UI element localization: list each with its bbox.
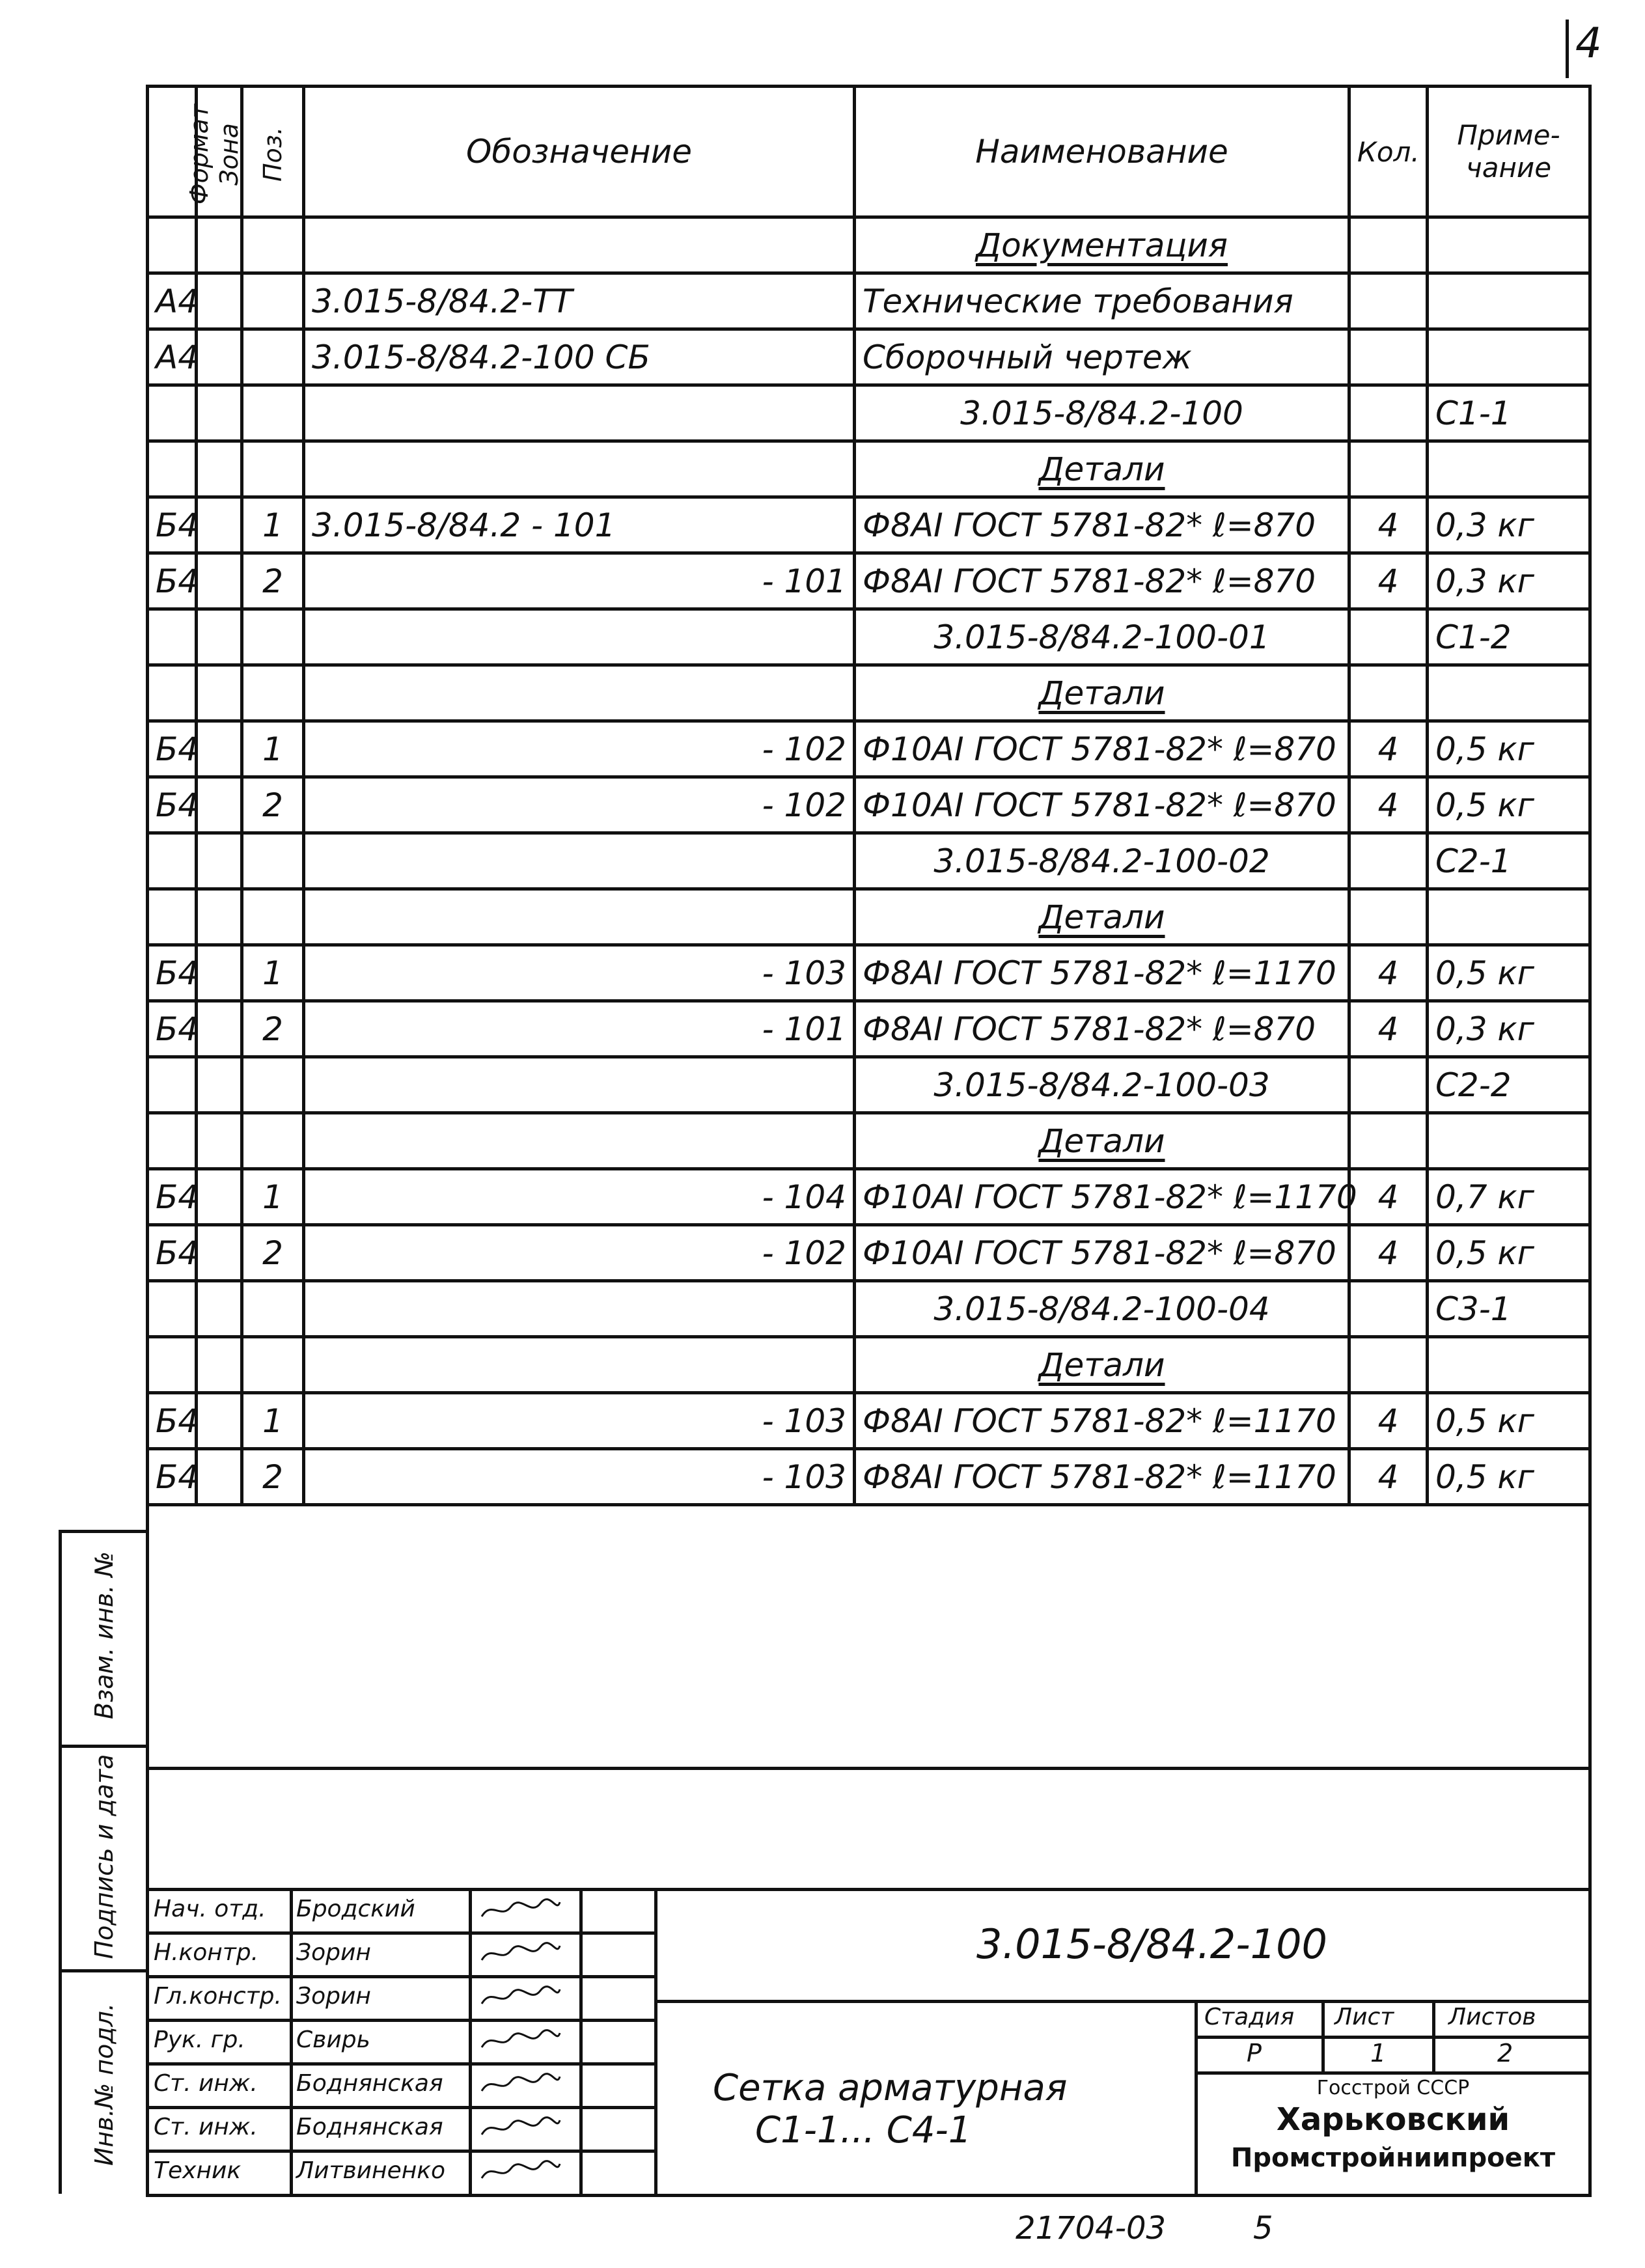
position-cell bbox=[242, 217, 304, 273]
org-line3: Промстройниипроект bbox=[1230, 2143, 1556, 2173]
note-cell: 0,7 кг bbox=[1428, 1169, 1590, 1225]
table-row bbox=[148, 1113, 1590, 1169]
quantity-cell: 4 bbox=[1349, 553, 1428, 609]
zone-cell bbox=[197, 1169, 242, 1225]
table-row bbox=[148, 889, 1590, 945]
quantity-cell bbox=[1349, 1281, 1428, 1337]
quantity-cell bbox=[1349, 385, 1428, 441]
name-cell: Ф8АI ГОСТ 5781-82* ℓ=1170 bbox=[855, 1449, 1349, 1505]
note-cell bbox=[1428, 217, 1590, 273]
position-cell bbox=[242, 329, 304, 385]
table-row bbox=[148, 385, 1590, 441]
table-row bbox=[148, 1337, 1590, 1393]
zone-cell bbox=[197, 833, 242, 889]
signature-role: Гл.констр. bbox=[154, 1983, 282, 2010]
zone-cell bbox=[197, 665, 242, 721]
name-cell: 3.015-8/84.2-100-03 bbox=[855, 1057, 1349, 1113]
position-cell: 2 bbox=[242, 1449, 304, 1505]
sheets-value: 2 bbox=[1497, 2039, 1514, 2067]
zone-cell bbox=[197, 889, 242, 945]
name-cell: Ф10АI ГОСТ 5781-82* ℓ=1170 bbox=[855, 1169, 1349, 1225]
note-cell: 0,3 кг bbox=[1428, 1001, 1590, 1057]
format-cell bbox=[148, 1337, 197, 1393]
table-row bbox=[148, 273, 1590, 329]
signature-name: Зорин bbox=[296, 1983, 371, 2010]
signature-name: Боднянская bbox=[296, 2114, 443, 2140]
tb-stage-bottom bbox=[1195, 2071, 1592, 2075]
frame-bottom bbox=[146, 2194, 1592, 2197]
zone-cell bbox=[197, 1225, 242, 1281]
table-row bbox=[148, 777, 1590, 833]
note-cell bbox=[1428, 273, 1590, 329]
designation-cell: - 101 bbox=[304, 1001, 855, 1057]
header-zone: Зона bbox=[197, 87, 242, 217]
zone-cell bbox=[197, 609, 242, 665]
format-cell: Б4 bbox=[148, 553, 197, 609]
designation-cell bbox=[304, 1057, 855, 1113]
handwritten-signature bbox=[478, 1897, 563, 1923]
format-cell bbox=[148, 889, 197, 945]
header-note: Приме- чание bbox=[1428, 87, 1590, 217]
stage-value: Р bbox=[1247, 2039, 1262, 2067]
inventory-number: 21704-03 bbox=[1016, 2210, 1167, 2247]
title-line1: Сетка арматурная bbox=[713, 2067, 1068, 2109]
designation-cell bbox=[304, 385, 855, 441]
quantity-cell: 4 bbox=[1349, 721, 1428, 777]
document-code: 3.015-8/84.2-100 bbox=[976, 1920, 1327, 1968]
page-code: 5 bbox=[1253, 2210, 1273, 2247]
name-cell: Детали bbox=[855, 1113, 1349, 1169]
stage-label: Стадия bbox=[1204, 2004, 1295, 2030]
page-number: 4 bbox=[1575, 20, 1602, 68]
zone-cell bbox=[197, 1281, 242, 1337]
zone-cell bbox=[197, 1001, 242, 1057]
zone-cell bbox=[197, 777, 242, 833]
signature-role: Техник bbox=[154, 2157, 242, 2184]
zone-cell bbox=[197, 553, 242, 609]
format-cell: Б4 bbox=[148, 777, 197, 833]
position-cell: 1 bbox=[242, 945, 304, 1001]
position-cell: 1 bbox=[242, 1393, 304, 1449]
empty-area bbox=[148, 1505, 1590, 1769]
name-cell: Детали bbox=[855, 665, 1349, 721]
quantity-cell bbox=[1349, 1057, 1428, 1113]
table-row bbox=[148, 833, 1590, 889]
signature-role: Ст. инж. bbox=[154, 2070, 258, 2097]
sheet-value: 1 bbox=[1370, 2039, 1387, 2067]
page-number-tick bbox=[1566, 20, 1569, 78]
quantity-cell: 4 bbox=[1349, 1169, 1428, 1225]
name-cell: 3.015-8/84.2-100 bbox=[855, 385, 1349, 441]
format-cell: Б4 bbox=[148, 1169, 197, 1225]
designation-cell: - 104 bbox=[304, 1169, 855, 1225]
format-cell bbox=[148, 665, 197, 721]
designation-cell bbox=[304, 441, 855, 497]
position-cell: 1 bbox=[242, 497, 304, 553]
format-cell bbox=[148, 609, 197, 665]
position-cell bbox=[242, 1057, 304, 1113]
designation-cell: - 101 bbox=[304, 553, 855, 609]
format-cell: Б4 bbox=[148, 1225, 197, 1281]
note-cell: 0,5 кг bbox=[1428, 1393, 1590, 1449]
name-cell: 3.015-8/84.2-100-02 bbox=[855, 833, 1349, 889]
header-format: Формат bbox=[148, 87, 197, 217]
position-cell bbox=[242, 273, 304, 329]
zone-cell bbox=[197, 217, 242, 273]
note-cell: 0,5 кг bbox=[1428, 1449, 1590, 1505]
format-cell: Б4 bbox=[148, 1393, 197, 1449]
table-row bbox=[148, 609, 1590, 665]
name-cell: Документация bbox=[855, 217, 1349, 273]
table-row bbox=[148, 945, 1590, 1001]
table-row bbox=[148, 721, 1590, 777]
name-cell: Детали bbox=[855, 441, 1349, 497]
position-cell bbox=[242, 1337, 304, 1393]
signature-row-divider bbox=[146, 2150, 657, 2153]
name-cell: Ф8АI ГОСТ 5781-82* ℓ=1170 bbox=[855, 1393, 1349, 1449]
table-row bbox=[148, 1001, 1590, 1057]
name-cell: Ф8АI ГОСТ 5781-82* ℓ=870 bbox=[855, 553, 1349, 609]
designation-cell bbox=[304, 609, 855, 665]
note-cell bbox=[1428, 665, 1590, 721]
handwritten-signature bbox=[478, 2071, 563, 2097]
table-header bbox=[148, 87, 1590, 217]
name-cell: 3.015-8/84.2-100-01 bbox=[855, 609, 1349, 665]
signature-row-divider bbox=[146, 1931, 657, 1935]
zone-cell bbox=[197, 497, 242, 553]
zone-cell bbox=[197, 721, 242, 777]
table-row bbox=[148, 1057, 1590, 1113]
handwritten-signature bbox=[478, 1984, 563, 2010]
sheets-label: Листов bbox=[1448, 2004, 1536, 2030]
quantity-cell: 4 bbox=[1349, 1393, 1428, 1449]
designation-cell: - 103 bbox=[304, 1449, 855, 1505]
zone-cell bbox=[197, 273, 242, 329]
zone-cell bbox=[197, 1113, 242, 1169]
note-cell bbox=[1428, 441, 1590, 497]
note-cell: С2-1 bbox=[1428, 833, 1590, 889]
zone-cell bbox=[197, 945, 242, 1001]
note-cell: 0,5 кг bbox=[1428, 1225, 1590, 1281]
position-cell bbox=[242, 609, 304, 665]
table-row bbox=[148, 1449, 1590, 1505]
frame-right bbox=[1588, 85, 1592, 2194]
quantity-cell: 4 bbox=[1349, 777, 1428, 833]
tb-top bbox=[146, 1888, 1592, 1891]
designation-cell: - 102 bbox=[304, 721, 855, 777]
name-cell: Ф10АI ГОСТ 5781-82* ℓ=870 bbox=[855, 777, 1349, 833]
handwritten-signature bbox=[478, 1941, 563, 1967]
handwritten-signature bbox=[478, 2159, 563, 2185]
note-cell bbox=[1428, 329, 1590, 385]
sheet-label: Лист bbox=[1334, 2004, 1394, 2030]
quantity-cell bbox=[1349, 833, 1428, 889]
note-cell: 0,5 кг bbox=[1428, 945, 1590, 1001]
position-cell: 2 bbox=[242, 777, 304, 833]
position-cell: 1 bbox=[242, 721, 304, 777]
designation-cell bbox=[304, 833, 855, 889]
side-label-vzam: Взам. инв. № bbox=[90, 1551, 118, 1720]
quantity-cell bbox=[1349, 889, 1428, 945]
note-cell: С3-1 bbox=[1428, 1281, 1590, 1337]
format-cell bbox=[148, 385, 197, 441]
note-cell bbox=[1428, 1337, 1590, 1393]
handwritten-signature bbox=[478, 2028, 563, 2054]
position-cell: 2 bbox=[242, 553, 304, 609]
side-margin-div2 bbox=[59, 1969, 149, 1972]
signature-row-divider bbox=[146, 2019, 657, 2022]
note-cell: С2-2 bbox=[1428, 1057, 1590, 1113]
designation-cell bbox=[304, 1337, 855, 1393]
table-row bbox=[148, 665, 1590, 721]
designation-cell bbox=[304, 217, 855, 273]
position-cell: 2 bbox=[242, 1001, 304, 1057]
format-cell bbox=[148, 1057, 197, 1113]
note-cell: С1-1 bbox=[1428, 385, 1590, 441]
table-row bbox=[148, 1225, 1590, 1281]
name-cell: Ф8АI ГОСТ 5781-82* ℓ=870 bbox=[855, 1001, 1349, 1057]
side-margin-top bbox=[59, 1530, 149, 1533]
zone-cell bbox=[197, 1449, 242, 1505]
quantity-cell bbox=[1349, 1113, 1428, 1169]
quantity-cell: 4 bbox=[1349, 497, 1428, 553]
quantity-cell: 4 bbox=[1349, 1225, 1428, 1281]
header-qty: Кол. bbox=[1349, 87, 1428, 217]
format-cell: Б4 bbox=[148, 945, 197, 1001]
signature-row-divider bbox=[146, 2106, 657, 2109]
position-cell bbox=[242, 665, 304, 721]
position-cell bbox=[242, 889, 304, 945]
org-line1: Госстрой СССР bbox=[1316, 2077, 1470, 2099]
format-cell bbox=[148, 1281, 197, 1337]
name-cell: Технические требования bbox=[855, 273, 1349, 329]
handwritten-signature bbox=[478, 2115, 563, 2141]
table-row bbox=[148, 1281, 1590, 1337]
side-label-inv-orig: Инв.№ подл. bbox=[90, 2002, 118, 2166]
side-margin-div1 bbox=[59, 1745, 149, 1748]
format-cell: Б4 bbox=[148, 721, 197, 777]
position-cell: 2 bbox=[242, 1225, 304, 1281]
format-cell bbox=[148, 217, 197, 273]
signature-name: Зорин bbox=[296, 1939, 371, 1966]
format-cell: Б4 bbox=[148, 1449, 197, 1505]
note-cell: 0,5 кг bbox=[1428, 721, 1590, 777]
name-cell: Детали bbox=[855, 889, 1349, 945]
zone-cell bbox=[197, 1337, 242, 1393]
side-label-sign-date: Подпись и дата bbox=[90, 1754, 118, 1959]
designation-cell: - 103 bbox=[304, 945, 855, 1001]
signature-name: Свирь bbox=[296, 2026, 370, 2053]
quantity-cell bbox=[1349, 441, 1428, 497]
signature-role: Н.контр. bbox=[154, 1939, 259, 1966]
header-pos: Поз. bbox=[242, 87, 304, 217]
table-row bbox=[148, 329, 1590, 385]
table-row bbox=[148, 553, 1590, 609]
zone-cell bbox=[197, 1393, 242, 1449]
signature-name: Боднянская bbox=[296, 2070, 443, 2097]
frame-left bbox=[146, 85, 149, 2194]
zone-cell bbox=[197, 441, 242, 497]
note-cell bbox=[1428, 1113, 1590, 1169]
name-cell: Детали bbox=[855, 1337, 1349, 1393]
side-margin-outer bbox=[59, 1530, 62, 2194]
tb-code-bottom bbox=[654, 2000, 1592, 2003]
designation-cell: - 103 bbox=[304, 1393, 855, 1449]
format-cell: Б4 bbox=[148, 1001, 197, 1057]
quantity-cell bbox=[1349, 217, 1428, 273]
quantity-cell: 4 bbox=[1349, 1449, 1428, 1505]
quantity-cell bbox=[1349, 609, 1428, 665]
signature-role: Рук. гр. bbox=[154, 2026, 245, 2053]
zone-cell bbox=[197, 329, 242, 385]
designation-cell: - 102 bbox=[304, 777, 855, 833]
signature-name: Бродский bbox=[296, 1896, 415, 1922]
note-cell: 0,5 кг bbox=[1428, 777, 1590, 833]
name-cell: Сборочный чертеж bbox=[855, 329, 1349, 385]
quantity-cell bbox=[1349, 329, 1428, 385]
designation-cell bbox=[304, 889, 855, 945]
position-cell bbox=[242, 833, 304, 889]
header-name: Наименование bbox=[855, 87, 1349, 217]
format-cell: А4 bbox=[148, 273, 197, 329]
designation-cell bbox=[304, 1281, 855, 1337]
zone-cell bbox=[197, 385, 242, 441]
table-row bbox=[148, 1393, 1590, 1449]
table-row bbox=[148, 497, 1590, 553]
name-cell: Ф10АI ГОСТ 5781-82* ℓ=870 bbox=[855, 1225, 1349, 1281]
position-cell bbox=[242, 1113, 304, 1169]
quantity-cell bbox=[1349, 1337, 1428, 1393]
specification-table bbox=[146, 85, 1592, 1770]
designation-cell bbox=[304, 1113, 855, 1169]
signature-name: Литвиненко bbox=[296, 2157, 446, 2184]
quantity-cell bbox=[1349, 665, 1428, 721]
note-cell: 0,3 кг bbox=[1428, 497, 1590, 553]
designation-cell bbox=[304, 665, 855, 721]
quantity-cell: 4 bbox=[1349, 1001, 1428, 1057]
designation-cell: - 102 bbox=[304, 1225, 855, 1281]
org-line2: Харьковский bbox=[1276, 2101, 1510, 2138]
format-cell bbox=[148, 441, 197, 497]
format-cell bbox=[148, 1113, 197, 1169]
position-cell bbox=[242, 1281, 304, 1337]
zone-cell bbox=[197, 1057, 242, 1113]
format-cell bbox=[148, 833, 197, 889]
note-cell: С1-2 bbox=[1428, 609, 1590, 665]
quantity-cell bbox=[1349, 273, 1428, 329]
position-cell bbox=[242, 441, 304, 497]
table-row bbox=[148, 217, 1590, 273]
position-cell: 1 bbox=[242, 1169, 304, 1225]
name-cell: 3.015-8/84.2-100-04 bbox=[855, 1281, 1349, 1337]
designation-cell: 3.015-8/84.2-ТТ bbox=[304, 273, 855, 329]
designation-cell: 3.015-8/84.2-100 СБ bbox=[304, 329, 855, 385]
name-cell: Ф8АI ГОСТ 5781-82* ℓ=1170 bbox=[855, 945, 1349, 1001]
signature-row-divider bbox=[146, 2062, 657, 2066]
note-cell bbox=[1428, 889, 1590, 945]
header-designation: Обозначение bbox=[304, 87, 855, 217]
name-cell: Ф8АI ГОСТ 5781-82* ℓ=870 bbox=[855, 497, 1349, 553]
format-cell: А4 bbox=[148, 329, 197, 385]
position-cell bbox=[242, 385, 304, 441]
table-row bbox=[148, 1169, 1590, 1225]
name-cell: Ф10АI ГОСТ 5781-82* ℓ=870 bbox=[855, 721, 1349, 777]
designation-cell: 3.015-8/84.2 - 101 bbox=[304, 497, 855, 553]
table-row bbox=[148, 441, 1590, 497]
note-cell: 0,3 кг bbox=[1428, 553, 1590, 609]
title-line2: С1-1... С4-1 bbox=[755, 2109, 972, 2151]
signature-role: Ст. инж. bbox=[154, 2114, 258, 2140]
signature-role: Нач. отд. bbox=[154, 1896, 266, 1922]
signature-row-divider bbox=[146, 1975, 657, 1978]
format-cell: Б4 bbox=[148, 497, 197, 553]
quantity-cell: 4 bbox=[1349, 945, 1428, 1001]
